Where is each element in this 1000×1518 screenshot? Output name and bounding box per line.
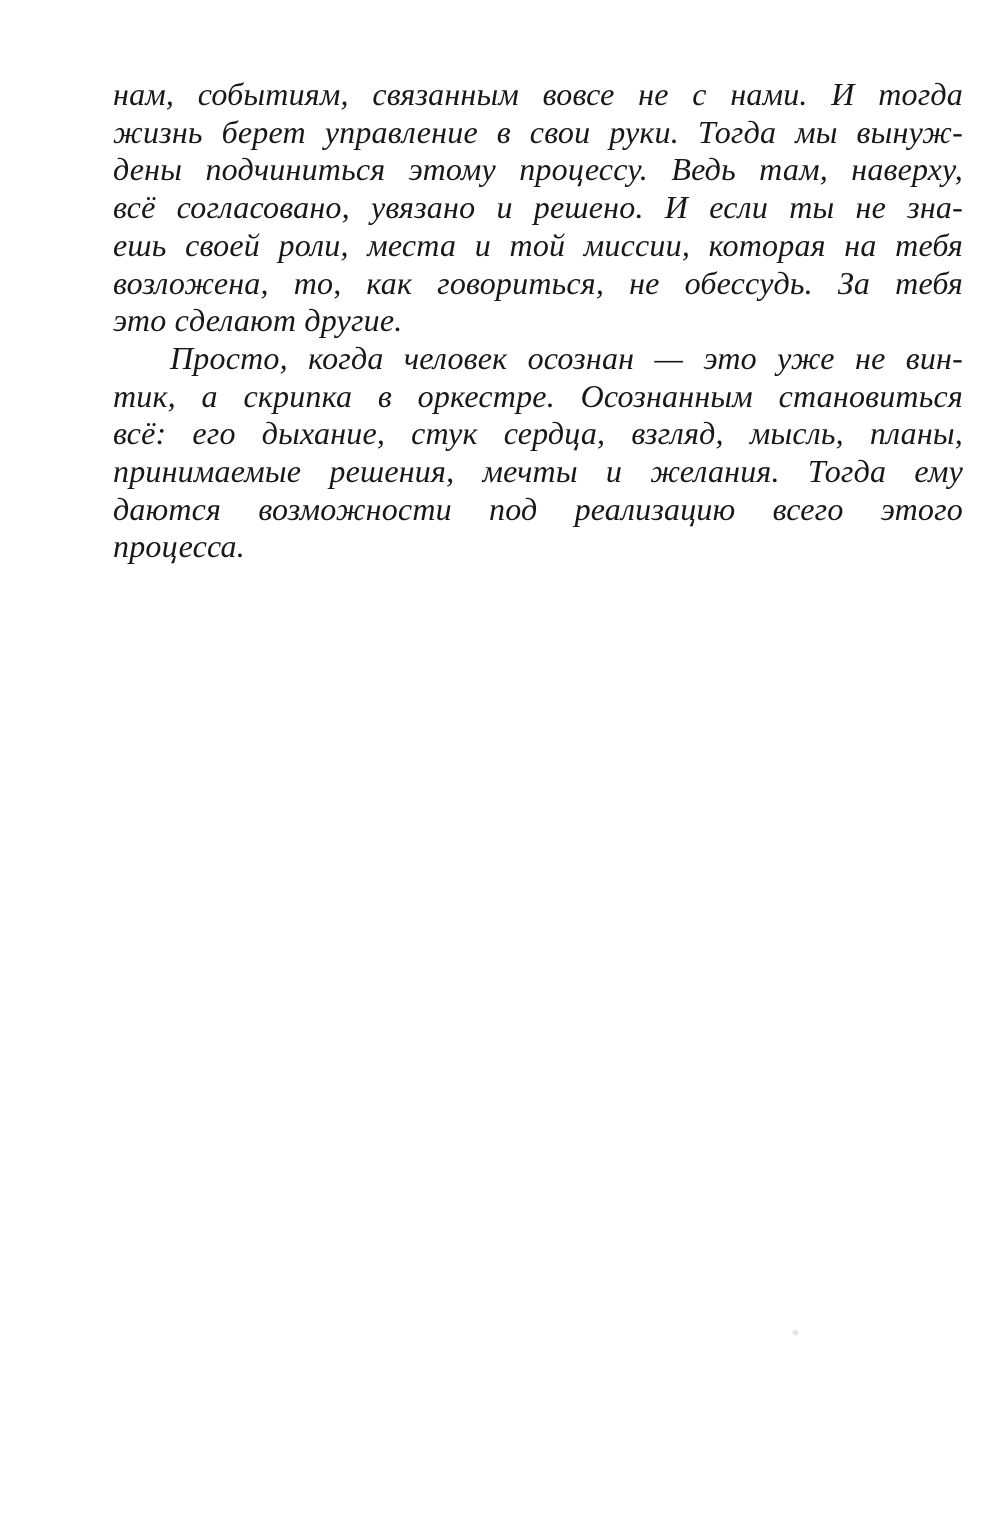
text-line: даются возможности под реализацию всего этого (113, 490, 963, 527)
text-line: всё: его дыхание, стук сердца, взгляд, мысль, планы, (113, 415, 963, 452)
text-line: ешь своей роли, места и той миссии, которая на тебя (113, 226, 963, 263)
scan-artifact-speck (792, 1329, 799, 1336)
text-line: это сделают другие. (113, 302, 403, 339)
text-line: принимаемые решения, мечты и желания. Тогда ему (113, 453, 963, 490)
text-line: дены подчиниться этому процессу. Ведь там, наверху, (113, 151, 963, 188)
text-line: тик, а скрипка в оркестре. Осознанным становиться (113, 377, 963, 414)
paragraph-2 (113, 340, 963, 566)
text-line: Просто, когда человек осознан — это уже не вин- (170, 339, 963, 376)
text-line: процесса. (113, 528, 245, 565)
text-line: возложена, то, как говориться, не обессудь. За тебя (113, 264, 963, 301)
paragraph-1 (113, 76, 963, 340)
text-line: жизнь берет управление в свои руки. Тогда мы вынуж- (113, 113, 963, 150)
text-line: нам, событиям, связанным вовсе не с нами. И тогда (113, 76, 963, 112)
body-text (113, 76, 963, 566)
text-line: всё согласовано, увязано и решено. И если ты не зна- (113, 189, 963, 226)
